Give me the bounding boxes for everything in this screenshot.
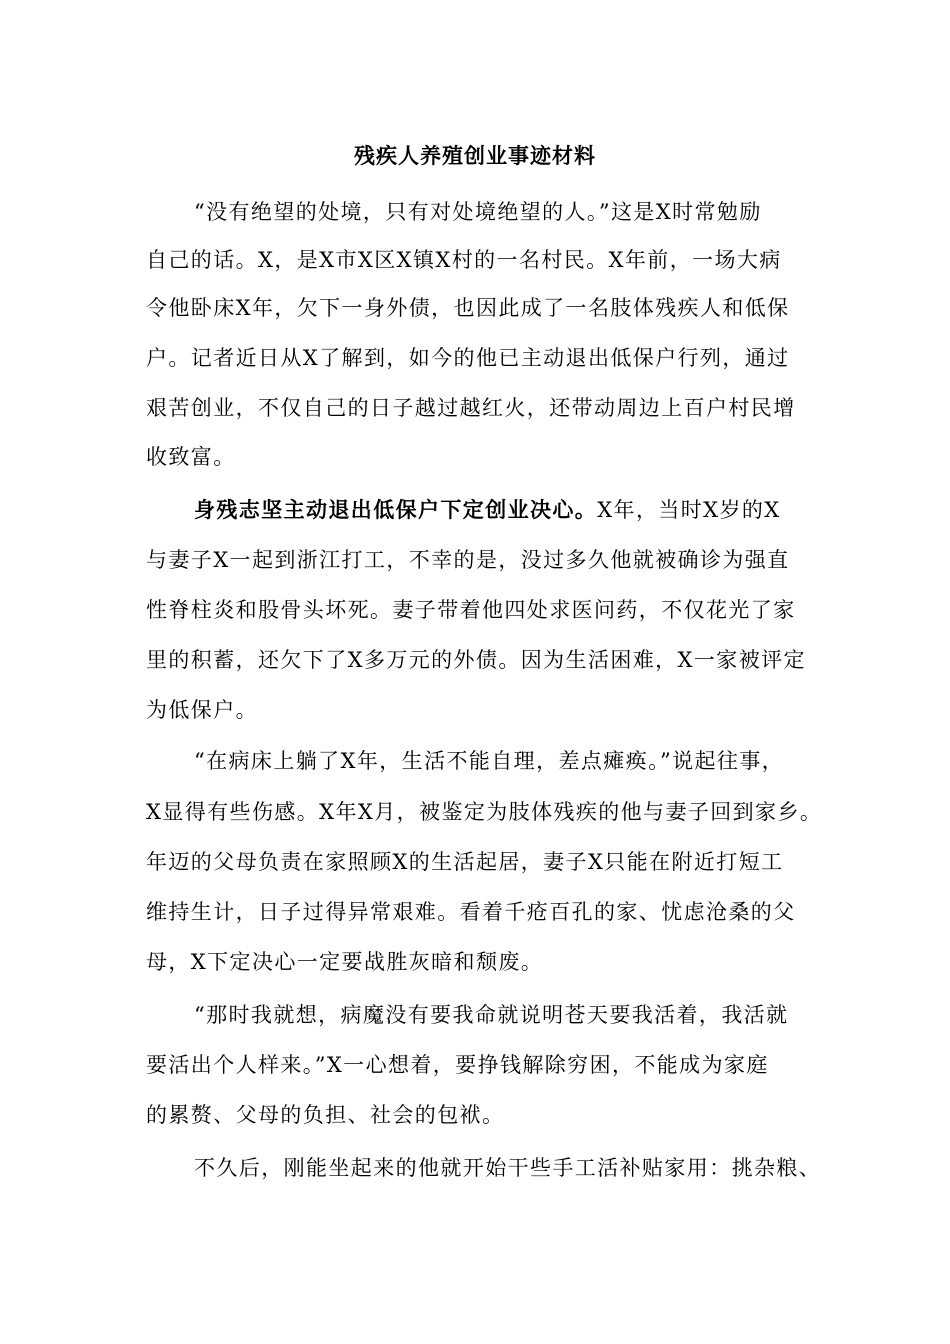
document-title: 残疾人养殖创业事迹材料 <box>354 143 596 168</box>
paragraph-line: X显得有些伤感。X年X月，被鉴定为肢体残疾的他与妻子回到家乡。 <box>146 800 823 824</box>
paragraph-line: 收致富。 <box>146 445 236 469</box>
paragraph-line: 性脊柱炎和股骨头坏死。妻子带着他四处求医问药，不仅花光了家 <box>146 598 796 622</box>
paragraph-line: 的累赘、父母的负担、社会的包袱。 <box>146 1103 505 1127</box>
paragraph-line: 维持生计，日子过得异常艰难。看着千疮百孔的家、忧虑沧桑的父 <box>146 900 796 924</box>
paragraph-line-text: X年，当时X岁的X <box>597 498 781 522</box>
paragraph-line: “在病床上躺了X年，生活不能自理，差点瘫痪。”说起往事， <box>194 749 785 773</box>
paragraph-line: “那时我就想，病魔没有要我命就说明苍天要我活着，我活就 <box>194 1003 789 1027</box>
paragraph-line: 户。记者近日从X了解到，如今的他已主动退出低保户行列，通过 <box>146 346 790 370</box>
paragraph-line: 不久后，刚能坐起来的他就开始干些手工活补贴家用：挑杂粮、 <box>194 1156 822 1180</box>
paragraph-first-line <box>194 494 781 526</box>
paragraph-line: 里的积蓄，还欠下了X多万元的外债。因为生活困难，X一家被评定 <box>146 648 806 672</box>
section-heading: 身残志坚主动退出低保户下定创业决心。 <box>194 497 598 522</box>
paragraph-line: 与妻子X一起到浙江打工，不幸的是，没过多久他就被确诊为强直 <box>146 548 790 572</box>
paragraph-line: 要活出个人样来。”X一心想着，要挣钱解除穷困，不能成为家庭 <box>146 1053 769 1077</box>
paragraph-line: 年迈的父母负责在家照顾X的生活起居，妻子X只能在附近打短工 <box>146 850 784 874</box>
paragraph-line: 自己的话。X，是X市X区X镇X村的一名村民。X年前，一场大病 <box>146 248 782 272</box>
paragraph-line: 令他卧床X年，欠下一身外债，也因此成了一名肢体残疾人和低保 <box>146 296 790 320</box>
paragraph-line: 艰苦创业，不仅自己的日子越过越红火，还带动周边上百户村民增 <box>146 396 796 420</box>
paragraph-line: 为低保户。 <box>146 698 258 722</box>
paragraph-line: 母，X下定决心一定要战胜灰暗和颓废。 <box>146 950 544 974</box>
paragraph-line: “没有绝望的处境，只有对处境绝望的人。”这是X时常勉励 <box>194 200 762 224</box>
